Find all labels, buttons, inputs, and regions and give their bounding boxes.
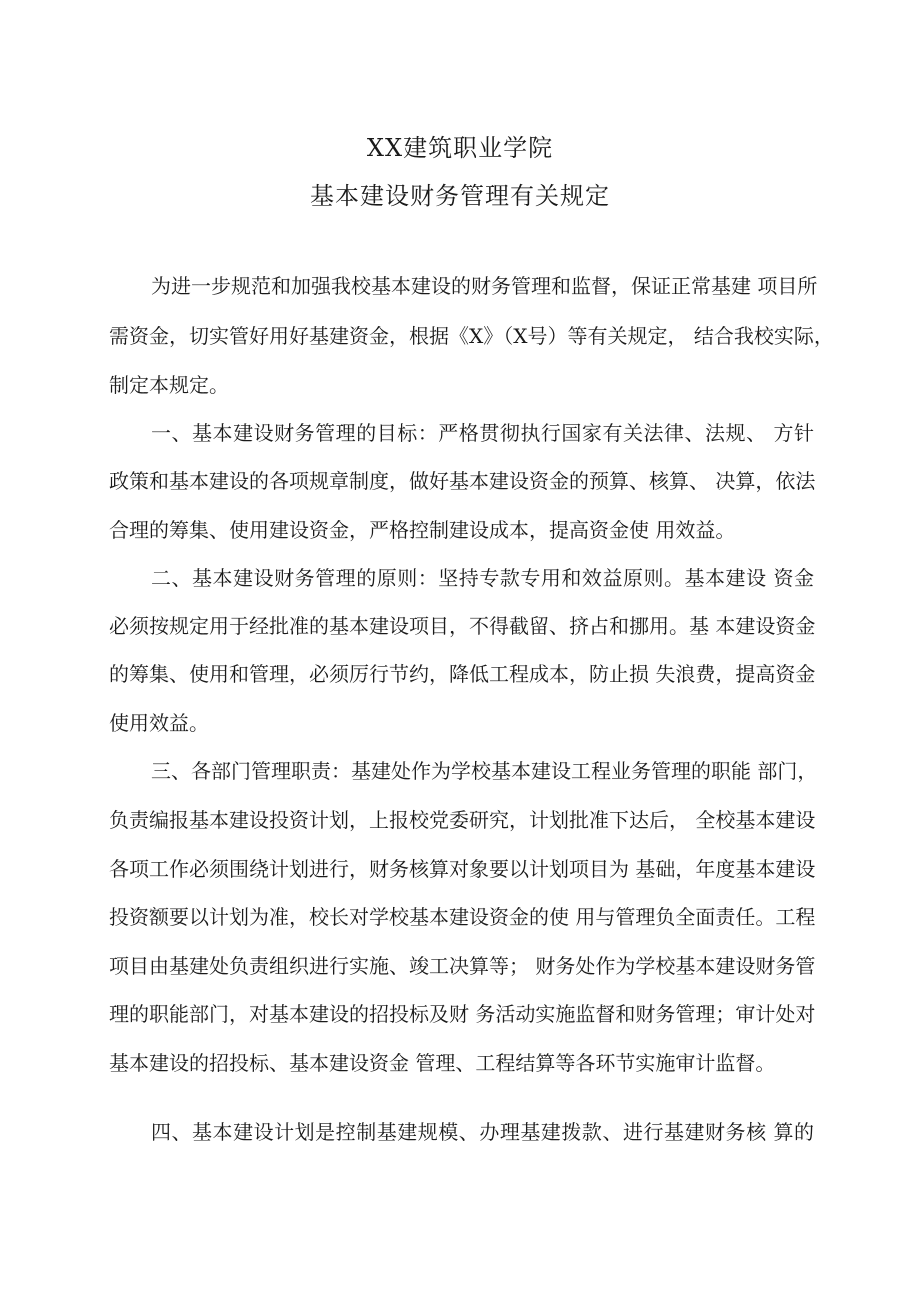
body-line: 制定本规定。 — [109, 373, 229, 397]
body-line: 使用效益。 — [109, 711, 209, 735]
body-line: 投资额要以计划为准，校长对学校基本建设资金的使 用与管理负全面责任。工程 — [109, 905, 816, 929]
body-line: 需资金，切实管好用好基建资金，根据《X》（X号）等有关规定， 结合我校实际， — [109, 324, 834, 348]
body-line: 四、基本建设计划是控制基建规模、办理基建拨款、进行基建财务核 算的 — [151, 1120, 814, 1144]
body-line: 合理的筹集、使用建设资金，严格控制建设成本，提高资金使 用效益。 — [109, 518, 736, 542]
body-line: 理的职能部门，对基本建设的招投标及财 务活动实施监督和财务管理；审计处对 — [109, 1002, 816, 1026]
body-line: 一、基本建设财务管理的目标：严格贯彻执行国家有关法律、法规、 方针 — [151, 421, 814, 445]
body-line: 项目由基建处负责组织进行实施、竣工决算等； 财务处作为学校基本建设财务管 — [109, 954, 816, 978]
body-line: 三、各部门管理职责：基建处作为学校基本建设工程业务管理的职能 部门， — [151, 759, 818, 783]
body-line: 二、基本建设财务管理的原则：坚持专款专用和效益原则。基本建设 资金 — [151, 566, 814, 590]
body-line: 为进一步规范和加强我校基本建设的财务管理和监督，保证正常基建 项目所 — [151, 274, 818, 298]
document-title-line2: 基本建设财务管理有关规定 — [310, 182, 610, 210]
body-line: 必须按规定用于经批准的基本建设项目，不得截留、挤占和挪用。基 本建设资金 — [109, 614, 816, 638]
document-title-line1: XX建筑职业学院 — [366, 134, 554, 162]
body-line: 各项工作必须围绕计划进行，财务核算对象要以计划项目为 基础，年度基本建设 — [109, 857, 816, 881]
body-line: 基本建设的招投标、基本建设资金 管理、工程结算等各环节实施审计监督。 — [109, 1051, 776, 1075]
body-line: 的筹集、使用和管理，必须厉行节约，降低工程成本，防止损 失浪费，提高资金 — [109, 662, 816, 686]
body-line: 政策和基本建设的各项规章制度，做好基本建设资金的预算、核算、 决算，依法 — [109, 469, 816, 493]
body-line: 负责编报基本建设投资计划，上报校党委研究，计划批准下达后， 全校基本建设 — [109, 808, 816, 832]
